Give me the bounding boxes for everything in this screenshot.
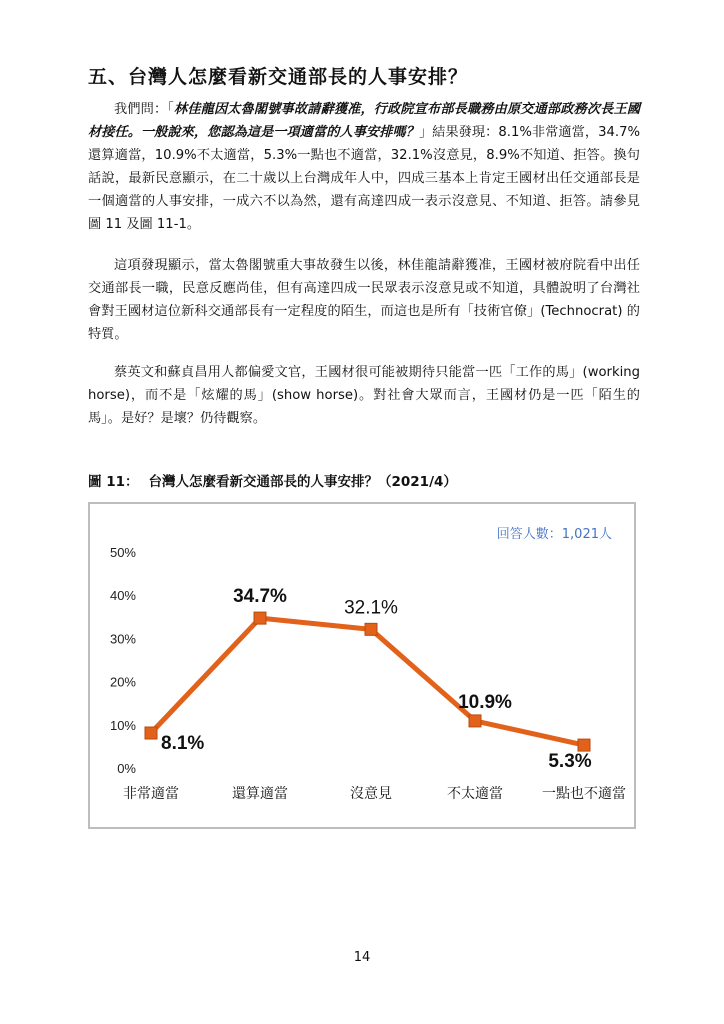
x-tick-label: 不太適當 <box>447 786 503 802</box>
data-label: 32.1% <box>344 597 398 619</box>
data-point-marker <box>365 623 377 635</box>
paragraph-1 <box>88 98 640 236</box>
data-point-marker <box>578 739 590 751</box>
data-point-marker <box>145 727 157 739</box>
page-number: 14 <box>353 950 371 965</box>
figure-title: 台灣人怎麼看新交通部長的人事安排？（2021/4） <box>148 474 457 490</box>
y-tick-label: 0% <box>117 761 136 776</box>
survey-question: 林佳龍因太魯閣號事故請辭獲准，行政院宣布部長職務由原交通部政務次長王國材接任。一般說來，您認為這是一項適當的人事安排嗎？ <box>88 102 641 140</box>
x-tick-label: 非常適當 <box>123 786 179 802</box>
paragraph-3-text: 蔡英文和蘇貞昌用人都偏愛文官，王國材很可能被期待只能當一匹「工作的馬」(working horse)，而不是「炫耀的馬」(show horse)。對社會大眾而言，王國材仍是一匹「陌生的馬」。是好？是壞？仍待觀察。 <box>88 365 640 426</box>
x-tick-label: 一點也不適當 <box>542 786 626 802</box>
y-tick-label: 40% <box>109 588 136 604</box>
y-tick-label: 50% <box>109 545 136 560</box>
data-point-marker <box>469 715 481 727</box>
data-label: 34.7% <box>233 586 287 608</box>
x-tick-label: 沒意見 <box>350 786 392 802</box>
paragraph-2-text: 這項發現顯示，當太魯閣號重大事故發生以後，林佳龍請辭獲准，王國材被府院看中出任交通部長一職，民意反應尚佳，但有高達四成一民眾表示沒意見或不知道，具體說明了台灣社會對王國材這位新科交通部長有一定程度的陌生，而這也是所有「技術官僚」(Technocrat) 的特質。 <box>88 258 640 342</box>
line-chart <box>90 504 634 827</box>
paragraph-3 <box>88 361 640 430</box>
section-heading: 五、台灣人怎麼看新交通部長的人事安排？ <box>88 66 469 88</box>
p1-lead: 我們問：「 <box>114 102 174 117</box>
series-line <box>151 618 584 745</box>
figure-caption <box>88 470 467 490</box>
data-label: 10.9% <box>458 691 512 713</box>
y-tick-label: 10% <box>109 717 136 733</box>
x-tick-label: 還算適當 <box>232 786 288 802</box>
y-tick-label: 20% <box>109 674 136 690</box>
data-point-marker <box>254 612 266 624</box>
data-label: 5.3% <box>548 751 592 773</box>
data-label: 8.1% <box>161 733 205 755</box>
y-tick-label: 30% <box>109 631 136 647</box>
p1-rest: 」結果發現：8.1%非常適當，34.7%還算適當，10.9%不太適當，5.3%一點也不適當，32.1%沒意見，8.9%不知道、拒答。換句話說，最新民意顯示，在二十歲以上台灣成年人中，四成三基本上肯定王國材出任交通部長是一個適當的人事安排，一成六不以為然，還有高達四成一表示沒意見、不知道、拒答。請參見圖 11 及圖 11-1。 <box>88 125 640 232</box>
figure-label: 圖 11： <box>88 474 139 490</box>
respondent-count: 回答人數：1,021人 <box>496 527 612 542</box>
paragraph-2 <box>88 254 640 346</box>
chart-frame <box>88 502 636 829</box>
